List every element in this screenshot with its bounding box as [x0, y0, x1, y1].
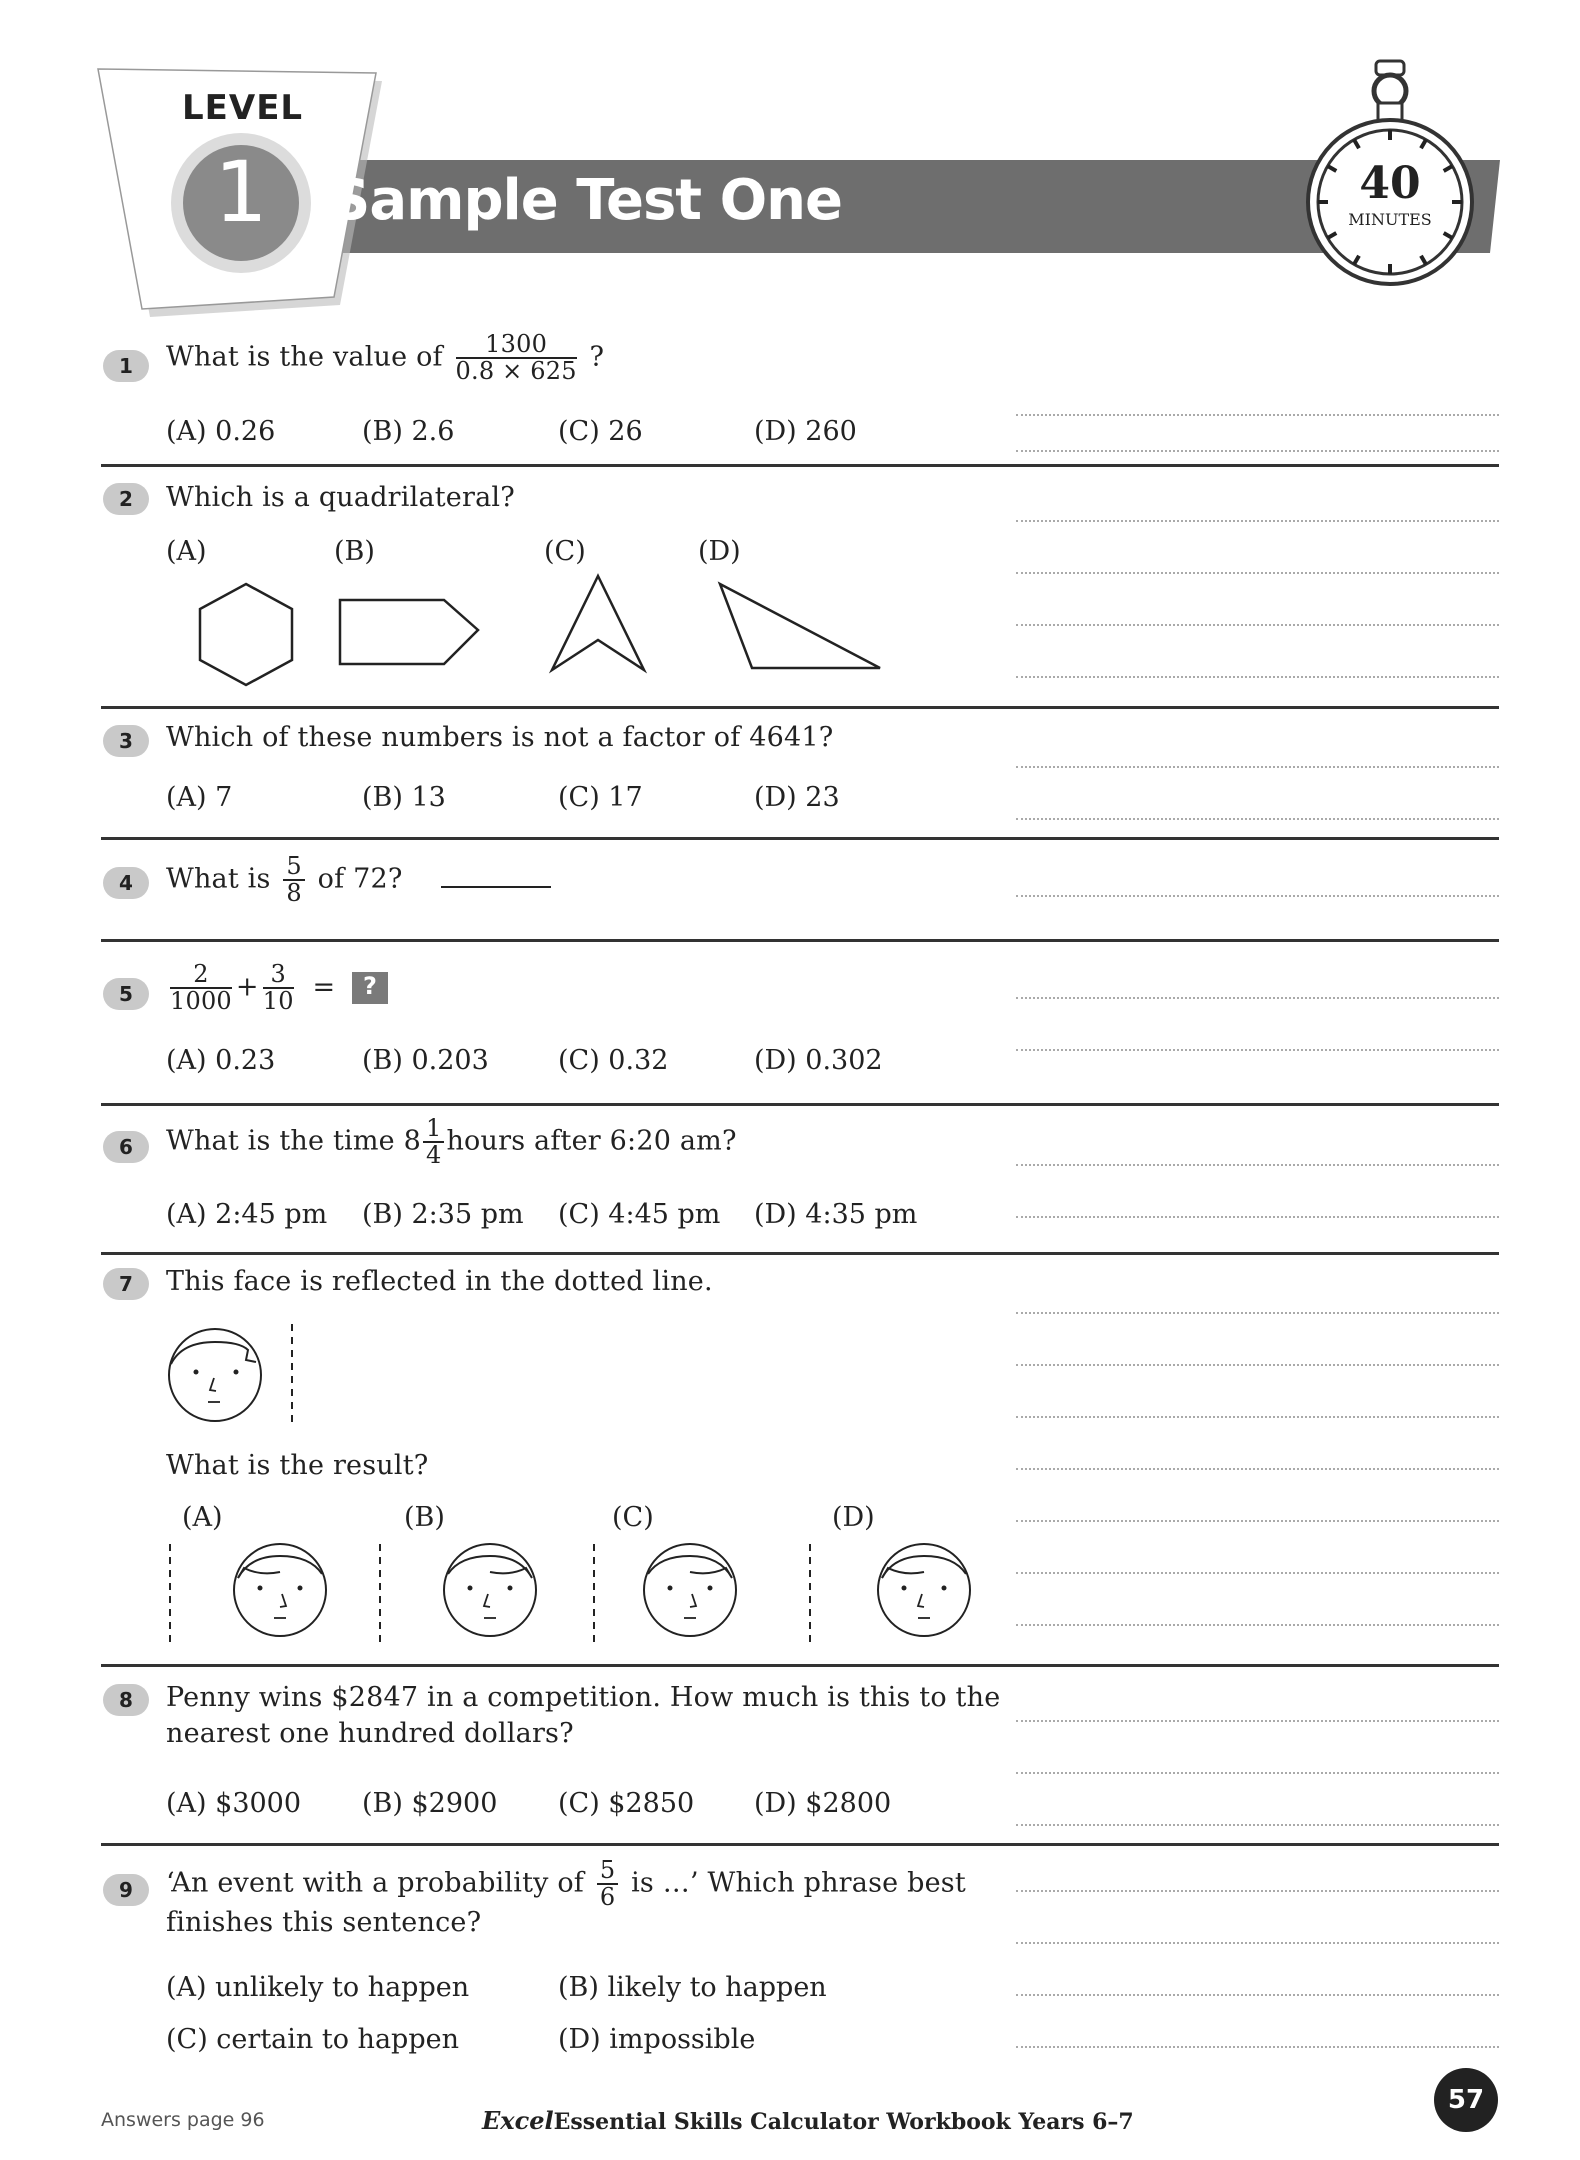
- triangle-shape: [720, 584, 880, 668]
- divider: [101, 1252, 1499, 1255]
- option-a[interactable]: (A): [166, 536, 207, 567]
- writing-line[interactable]: [1016, 997, 1499, 999]
- question-7-subtext: What is the result?: [166, 1450, 429, 1481]
- option-c[interactable]: (C) 17: [558, 782, 643, 813]
- writing-line[interactable]: [1016, 1942, 1499, 1944]
- option-d[interactable]: (D) $2800: [754, 1788, 892, 1819]
- writing-line[interactable]: [1016, 1624, 1499, 1626]
- question-number: 3: [103, 725, 149, 757]
- writing-line[interactable]: [1016, 1416, 1499, 1418]
- writing-line[interactable]: [1016, 1520, 1499, 1522]
- option-b[interactable]: (B) likely to happen: [558, 1972, 827, 2003]
- divider: [101, 1843, 1499, 1846]
- question-number: 8: [103, 1684, 149, 1716]
- book-footer: ExcelEssential Skills Calculator Workbook Years 6–7: [482, 2106, 1134, 2135]
- question-1-text: What is the value of $\frac{1300}{0.8 \times 625}$ ?: [166, 330, 605, 386]
- option-d[interactable]: (D): [698, 536, 741, 567]
- writing-line[interactable]: [1016, 1312, 1499, 1314]
- option-b[interactable]: (B) 13: [362, 782, 446, 813]
- option-d[interactable]: (D): [832, 1502, 875, 1533]
- writing-line[interactable]: [1016, 2046, 1499, 2048]
- divider: [101, 706, 1499, 709]
- option-b[interactable]: (B) 0.203: [362, 1045, 489, 1076]
- writing-line[interactable]: [1016, 676, 1499, 678]
- option-c[interactable]: (C): [544, 536, 586, 567]
- writing-line[interactable]: [1016, 1164, 1499, 1166]
- writing-line[interactable]: [1016, 895, 1499, 897]
- question-8-text-line2: nearest one hundred dollars?: [166, 1718, 574, 1749]
- option-a[interactable]: (A) unlikely to happen: [166, 1972, 470, 2003]
- question-8-text: Penny wins $2847 in a competition. How much is this to the: [166, 1682, 1001, 1713]
- answers-reference: Answers page 96: [101, 2109, 265, 2131]
- option-d[interactable]: (D) 0.302: [754, 1045, 883, 1076]
- level-number: 1: [214, 143, 268, 241]
- question-9-text-line2: finishes this sentence?: [166, 1907, 482, 1938]
- page-title: Sample Test One: [330, 168, 843, 233]
- option-c[interactable]: (C) 4:45 pm: [558, 1199, 721, 1230]
- unknown-box: ?: [352, 972, 388, 1004]
- writing-line[interactable]: [1016, 1890, 1499, 1892]
- question-number: 1: [103, 350, 149, 382]
- option-a[interactable]: (A): [182, 1502, 223, 1533]
- writing-line[interactable]: [1016, 450, 1499, 452]
- writing-line[interactable]: [1016, 1994, 1499, 1996]
- level-label: LEVEL: [182, 88, 304, 128]
- option-c[interactable]: (C) $2850: [558, 1788, 695, 1819]
- page-number: 57: [1434, 2068, 1498, 2132]
- pentagon-arrow-shape: [340, 600, 478, 664]
- timer-value: 40: [1359, 158, 1421, 209]
- question-3-text: Which of these numbers is not a factor of 4641?: [166, 722, 834, 753]
- option-b[interactable]: (B) 2:35 pm: [362, 1199, 524, 1230]
- writing-line[interactable]: [1016, 1468, 1499, 1470]
- option-b[interactable]: (B): [334, 536, 375, 567]
- divider: [101, 837, 1499, 840]
- question-7-text: This face is reflected in the dotted line.: [166, 1266, 713, 1297]
- answer-blank[interactable]: [441, 862, 551, 888]
- writing-line[interactable]: [1016, 766, 1499, 768]
- option-a[interactable]: (A) 0.23: [166, 1045, 276, 1076]
- question-6-text: What is the time 8 $\frac{1}{4}$ hours after 6:20 am?: [166, 1114, 737, 1170]
- option-d[interactable]: (D) 23: [754, 782, 840, 813]
- hexagon-shape: [200, 584, 292, 685]
- brand-logo: Excel: [482, 2106, 554, 2135]
- writing-line[interactable]: [1016, 1720, 1499, 1722]
- writing-line[interactable]: [1016, 520, 1499, 522]
- writing-line[interactable]: [1016, 1216, 1499, 1218]
- question-number: 7: [103, 1268, 149, 1300]
- writing-line[interactable]: [1016, 1772, 1499, 1774]
- question-number: 6: [103, 1131, 149, 1163]
- option-d[interactable]: (D) 260: [754, 416, 857, 447]
- option-b[interactable]: (B) 2.6: [362, 416, 455, 447]
- option-c[interactable]: (C) 0.32: [558, 1045, 669, 1076]
- option-a[interactable]: (A) 2:45 pm: [166, 1199, 328, 1230]
- writing-line[interactable]: [1016, 1824, 1499, 1826]
- option-c[interactable]: (C) 26: [558, 416, 643, 447]
- question-5-expression: $\frac{2}{1000}$ + $\frac{3}{10}$ = ?: [166, 962, 388, 1014]
- option-d[interactable]: (D) 4:35 pm: [754, 1199, 918, 1230]
- question-number: 2: [103, 483, 149, 515]
- writing-line[interactable]: [1016, 624, 1499, 626]
- divider: [101, 1664, 1499, 1667]
- timer-unit: MINUTES: [1348, 210, 1432, 229]
- option-d[interactable]: (D) impossible: [558, 2024, 756, 2055]
- writing-line[interactable]: [1016, 818, 1499, 820]
- writing-line[interactable]: [1016, 414, 1499, 416]
- question-2-text: Which is a quadrilateral?: [166, 482, 515, 513]
- option-a[interactable]: (A) 7: [166, 782, 233, 813]
- option-a[interactable]: (A) $3000: [166, 1788, 302, 1819]
- writing-line[interactable]: [1016, 572, 1499, 574]
- divider: [101, 1103, 1499, 1106]
- option-b[interactable]: (B) $2900: [362, 1788, 498, 1819]
- arrowhead-quadrilateral-shape: [552, 576, 644, 670]
- divider: [101, 939, 1499, 942]
- option-a[interactable]: (A) 0.26: [166, 416, 276, 447]
- writing-line[interactable]: [1016, 1572, 1499, 1574]
- face-options: [150, 1540, 990, 1655]
- question-number: 5: [103, 978, 149, 1010]
- option-b[interactable]: (B): [404, 1502, 445, 1533]
- option-c[interactable]: (C): [612, 1502, 654, 1533]
- option-c[interactable]: (C) certain to happen: [166, 2024, 459, 2055]
- question-number: 9: [103, 1874, 149, 1906]
- writing-line[interactable]: [1016, 1049, 1499, 1051]
- question-4-text: What is $\frac{5}{8}$ of 72?: [166, 854, 551, 906]
- question-9-text: ‘An event with a probability of $\frac{5}{6}$ is …’ Which phrase best: [166, 1856, 966, 1912]
- divider: [101, 464, 1499, 467]
- original-face: [160, 1320, 310, 1430]
- shape-options: [160, 570, 900, 690]
- question-number: 4: [103, 867, 149, 899]
- writing-line[interactable]: [1016, 1364, 1499, 1366]
